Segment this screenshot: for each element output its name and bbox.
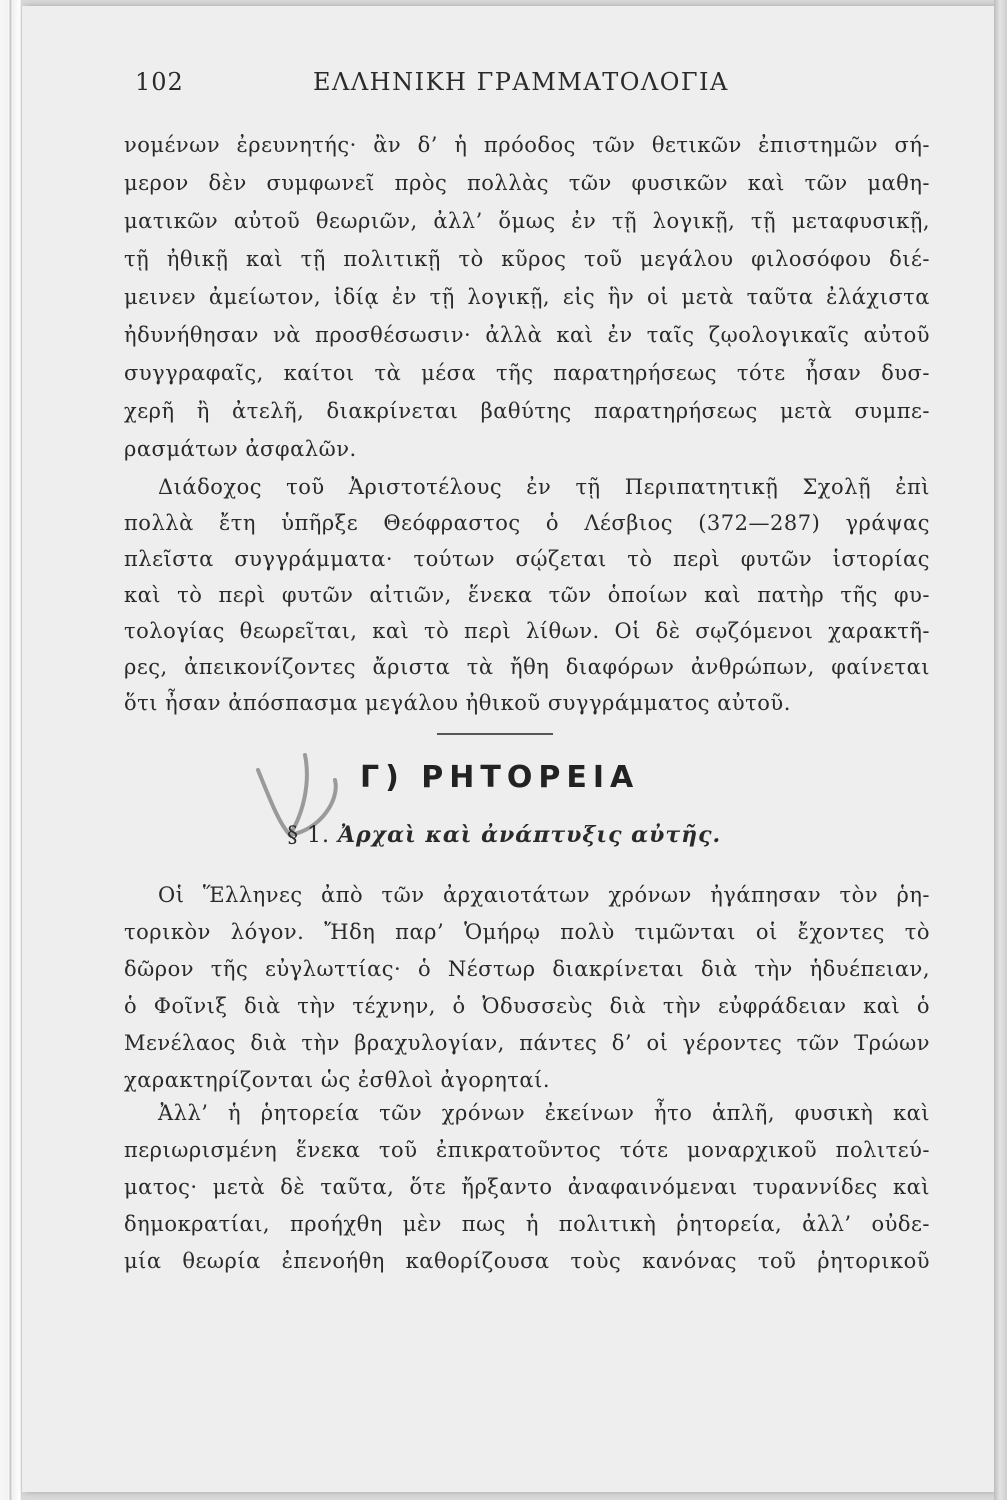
subheading-title: Ἀρχαὶ καὶ ἀνάπτυξις αὐτῆς. (337, 822, 722, 848)
text-line: τολογίας θεωρεῖται, καὶ τὸ περὶ λίθων. Οἱ δὲ σῳζόμενοι χαρακτῆ- (124, 619, 930, 643)
text-line: μεινεν ἀμείωτον, ἰδίᾳ ἐν τῇ λογικῇ, εἰς ἣν οἱ μετὰ ταῦτα ἐλάχιστα (124, 285, 930, 309)
text-line: καὶ τὸ περὶ φυτῶν αἰτιῶν, ἕνεκα τῶν ὁποίων καὶ πατὴρ τῆς φυ- (124, 583, 930, 607)
section-subheading (287, 822, 721, 848)
text-line: χαρακτηρίζονται ὡς ἐσθλοὶ ἀγορηταί. (124, 1068, 551, 1092)
text-line: Οἱ Ἕλληνες ἀπὸ τῶν ἀρχαιοτάτων χρόνων ἠγάπησαν τὸν ῥη- (158, 883, 930, 907)
text-line: μερον δὲν συμφωνεῖ πρὸς πολλὰς τῶν φυσικῶν καὶ τῶν μαθη- (124, 171, 930, 195)
section-divider (437, 733, 553, 735)
text-line: τορικὸν λόγον. Ἤδη παρ’ Ὁμήρῳ πολὺ τιμῶνται οἱ ἔχοντες τὸ (124, 920, 930, 944)
text-line: δημοκρατίαι, προήχθη μὲν πως ἡ πολιτικὴ ῥητορεία, ἀλλ’ οὐδε- (124, 1212, 930, 1236)
text-line: ματος· μετὰ δὲ ταῦτα, ὅτε ἤρξαντο ἀναφαινόμεναι τυραννίδες καὶ (124, 1175, 930, 1199)
text-line: πλεῖστα συγγράμματα· τούτων σῴζεται τὸ περὶ φυτῶν ἱστορίας (124, 547, 930, 571)
text-line: χερῆ ἢ ἀτελῆ, διακρίνεται βαθύτης παρατηρήσεως μετὰ συμπε- (124, 399, 930, 423)
page-number: 102 (135, 68, 184, 96)
text-line: νομένων ἐρευνητής· ἂν δ’ ἡ πρόοδος τῶν θετικῶν ἐπιστημῶν σή- (124, 133, 930, 157)
running-title: ΕΛΛΗΝΙΚΗ ΓΡΑΜΜΑΤΟΛΟΓΙΑ (313, 68, 729, 96)
text-line: Διάδοχος τοῦ Ἀριστοτέλους ἐν τῇ Περιπατητικῇ Σχολῇ ἐπὶ (158, 475, 930, 499)
text-line: πολλὰ ἔτη ὑπῆρξε Θεόφραστος ὁ Λέσβιος (372—287) γράψας (124, 511, 930, 535)
text-line: Ἀλλ’ ἡ ῥητορεία τῶν χρόνων ἐκείνων ἦτο ἁπλῆ, φυσικὴ καὶ (158, 1101, 930, 1125)
book-spine-edge (0, 0, 22, 1500)
text-line: ὅτι ἦσαν ἀπόσπασμα μεγάλου ἠθικοῦ συγγράμματος αὐτοῦ. (124, 691, 791, 715)
subheading-number: § 1. (287, 823, 330, 848)
text-line: περιωρισμένη ἕνεκα τοῦ ἐπικρατοῦντος τότε μοναρχικοῦ πολιτεύ- (124, 1138, 930, 1162)
text-line: μία θεωρία ἐπενοήθη καθορίζουσα τοὺς κανόνας τοῦ ῥητορικοῦ (124, 1249, 930, 1273)
text-line: συγγραφαῖς, καίτοι τὰ μέσα τῆς παρατηρήσεως τότε ἦσαν δυσ- (124, 361, 930, 385)
section-heading: Γ) ΡΗΤΟΡΕΙΑ (360, 760, 640, 795)
text-line: ἠδυνήθησαν νὰ προσθέσωσιν· ἀλλὰ καὶ ἐν ταῖς ζῳολογικαῖς αὐτοῦ (124, 323, 930, 347)
text-line: ὁ Φοῖνιξ διὰ τὴν τέχνην, ὁ Ὀδυσσεὺς διὰ τὴν εὐφράδειαν καὶ ὁ (124, 994, 930, 1018)
text-line: τῇ ἠθικῇ καὶ τῇ πολιτικῇ τὸ κῦρος τοῦ μεγάλου φιλοσόφου διέ- (124, 247, 930, 271)
text-line: δῶρον τῆς εὐγλωττίας· ὁ Νέστωρ διακρίνεται διὰ τὴν ἡδυέπειαν, (124, 957, 930, 981)
text-line: Μενέλαος διὰ τὴν βραχυλογίαν, πάντες δ’ οἱ γέροντες τῶν Τρώων (124, 1031, 930, 1055)
text-line: ματικῶν αὐτοῦ θεωριῶν, ἀλλ’ ὅμως ἐν τῇ λογικῇ, τῇ μεταφυσικῇ, (124, 209, 930, 233)
page-right-edge (994, 0, 1007, 1500)
page-header (135, 68, 755, 108)
text-line: ρες, ἀπεικονίζοντες ἄριστα τὰ ἤθη διαφόρων ἀνθρώπων, φαίνεται (124, 655, 930, 679)
text-line: ρασμάτων ἀσφαλῶν. (124, 437, 357, 461)
